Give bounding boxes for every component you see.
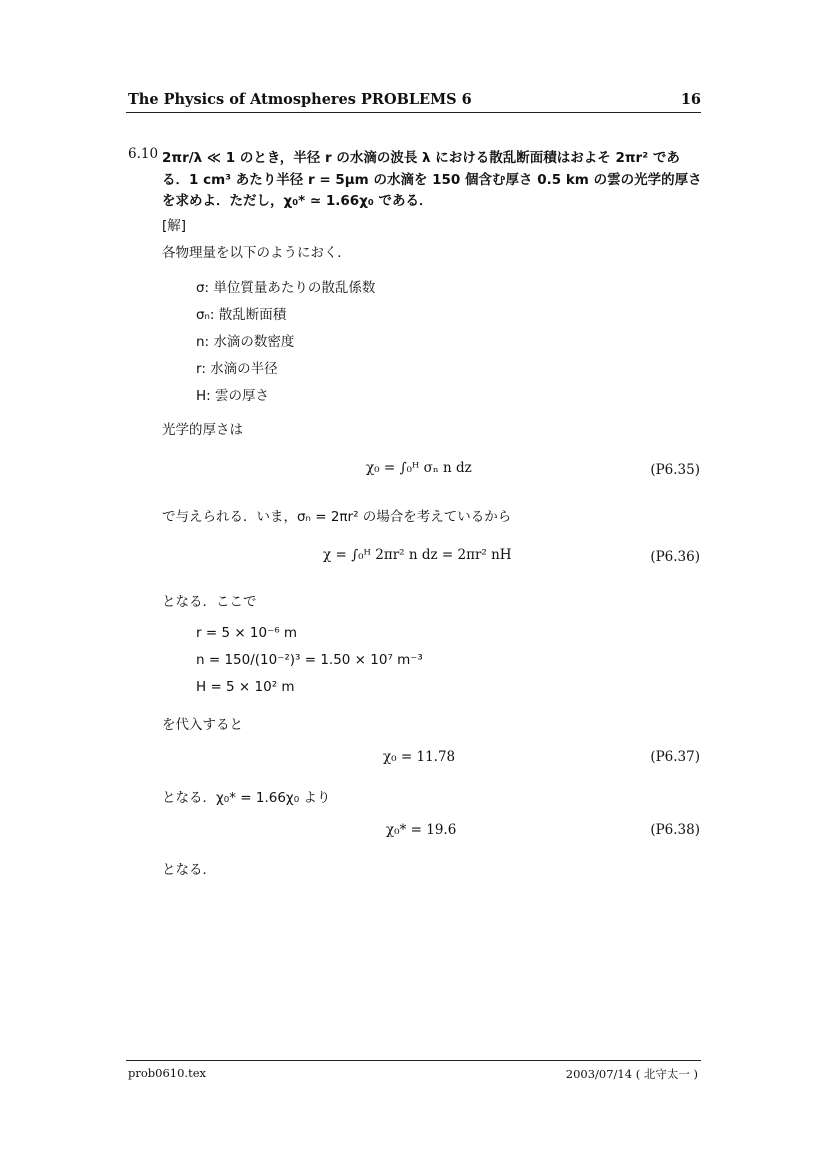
after-equation-1-text: で与えられる．いま，σₙ = 2πr² の場合を考えているから (162, 509, 512, 525)
value-n: n = 150/(10⁻²)³ = 1.50 × 10⁷ m⁻³ (196, 652, 423, 668)
substitute-text: を代入すると (162, 717, 243, 733)
definition-n: n: 水滴の数密度 (196, 334, 295, 350)
equation-p6-35: χ₀ = ∫₀ᴴ σₙ n dz (366, 460, 472, 476)
equation-number-p6-36: (P6.36) (650, 549, 700, 565)
footer-rule (126, 1060, 701, 1061)
equation-p6-36: χ = ∫₀ᴴ 2πr² n dz = 2πr² nH (323, 547, 512, 563)
after-equation-3-text: となる．χ₀* = 1.66χ₀ より (162, 790, 331, 806)
after-equation-2-text: となる．ここで (162, 594, 257, 610)
equation-number-p6-37: (P6.37) (650, 749, 700, 765)
problem-statement-line-3: を求めよ．ただし，χ₀* ≃ 1.66χ₀ である． (162, 193, 433, 209)
equation-number-p6-35: (P6.35) (650, 462, 700, 478)
problem-statement-line-1: 2πr/λ ≪ 1 のとき，半径 r の水滴の波長 λ における散乱断面積はおよそ 2πr² であ (162, 150, 680, 166)
problem-statement-line-2: る．1 cm³ あたり半径 r = 5μm の水滴を 150 個含む厚さ 0.5 km の雲の光学的厚さ (162, 172, 702, 188)
page-number: 16 (680, 91, 701, 108)
definition-r: r: 水滴の半径 (196, 361, 278, 377)
value-r: r = 5 × 10⁻⁶ m (196, 625, 298, 641)
definition-sigma-n: σₙ: 散乱断面積 (196, 307, 287, 323)
conclusion-text: となる． (162, 862, 216, 878)
definition-h: H: 雲の厚さ (196, 388, 269, 404)
equation-p6-37: χ₀ = 11.78 (383, 749, 456, 765)
problem-number: 6.10 (128, 146, 159, 162)
equation-p6-38: χ₀* = 19.6 (386, 822, 457, 838)
footer-filename: prob0610.tex (128, 1066, 206, 1080)
footer-date-author: 2003/07/14 ( 北守太一 ) (565, 1067, 698, 1081)
page-header-title: The Physics of Atmospheres PROBLEMS 6 (128, 91, 472, 108)
header-rule (126, 112, 701, 113)
solution-intro: 各物理量を以下のようにおく． (162, 245, 351, 261)
solution-label: [解] (162, 218, 187, 234)
definition-sigma: σ: 単位質量あたりの散乱係数 (196, 280, 376, 296)
equation-number-p6-38: (P6.38) (650, 822, 700, 838)
optical-depth-intro: 光学的厚さは (162, 422, 243, 438)
value-h: H = 5 × 10² m (196, 679, 295, 695)
